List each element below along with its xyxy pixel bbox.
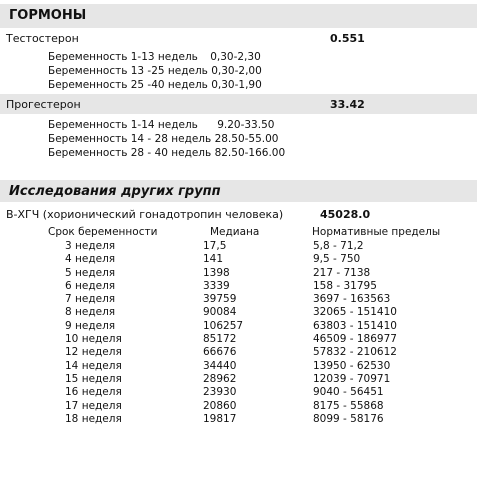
norm-label: Беременность 28 - 40 недель	[48, 147, 212, 159]
cell-median: 106257	[203, 319, 244, 332]
norm-label: Беременность 1-13 недель	[48, 51, 198, 63]
table-row	[0, 373, 435, 386]
cell-median: 23930	[203, 386, 237, 399]
cell-limits: 3697 - 163563	[313, 293, 391, 306]
norm-label: Беременность 14 - 28 недель	[48, 133, 212, 145]
table-row	[0, 400, 435, 413]
column-header-term: Срок беременности	[48, 226, 158, 238]
norm-range: 0,30-2,00	[211, 65, 262, 77]
cell-term: 16 неделя	[65, 386, 122, 399]
cell-term: 5 неделя	[65, 266, 116, 279]
cell-term: 14 неделя	[65, 359, 122, 372]
cell-term: 4 неделя	[65, 253, 116, 266]
hcg-value: 45028.0	[320, 208, 371, 221]
cell-term: 10 неделя	[65, 333, 122, 346]
norm-row	[48, 146, 285, 160]
cell-term: 12 неделя	[65, 346, 122, 359]
cell-term: 8 неделя	[65, 306, 116, 319]
table-row	[0, 386, 435, 399]
table-row	[0, 306, 435, 319]
cell-limits: 46509 - 186977	[313, 333, 397, 346]
cell-median: 90084	[203, 306, 237, 319]
cell-limits: 5,8 - 71,2	[313, 240, 364, 252]
progesterone-value: 33.42	[330, 98, 365, 111]
table-row	[0, 280, 435, 293]
norm-range: 28.50-55.00	[214, 133, 279, 145]
table-row	[0, 413, 435, 426]
hcg-norms-table	[0, 240, 435, 426]
cell-limits: 63803 - 151410	[313, 319, 397, 332]
progesterone-name: Прогестерон	[6, 98, 81, 111]
testosterone-name: Тестостерон	[6, 32, 79, 45]
cell-limits: 217 - 7138	[313, 266, 371, 279]
hormones-title: ГОРМОНЫ	[9, 8, 87, 23]
cell-median: 19817	[203, 412, 237, 425]
norm-row	[48, 78, 262, 92]
table-row	[0, 267, 435, 280]
cell-limits: 9040 - 56451	[313, 386, 384, 399]
column-header-median: Медиана	[210, 226, 260, 238]
cell-limits: 32065 - 151410	[313, 306, 397, 319]
cell-median: 66676	[203, 346, 237, 359]
cell-median: 3339	[203, 279, 230, 292]
hcg-name: B-ХГЧ (хорионический гонадотропин человека)	[6, 208, 284, 221]
column-header-limits: Нормативные пределы	[312, 226, 441, 238]
table-row	[0, 360, 435, 373]
norm-row	[48, 118, 285, 132]
table-row	[0, 253, 435, 266]
progesterone-norms	[48, 118, 285, 160]
other-title: Исследования других групп	[9, 184, 221, 199]
cell-limits: 8175 - 55868	[313, 399, 384, 412]
cell-median: 85172	[203, 333, 237, 346]
testosterone-value: 0.551	[330, 32, 365, 45]
cell-limits: 13950 - 62530	[313, 359, 391, 372]
cell-median: 1398	[203, 266, 230, 279]
cell-median: 20860	[203, 399, 237, 412]
norm-range: 0,30-2,30	[210, 51, 261, 63]
cell-term: 15 неделя	[65, 372, 122, 385]
norm-row	[48, 50, 262, 64]
cell-limits: 12039 - 70971	[313, 372, 391, 385]
cell-limits: 8099 - 58176	[313, 412, 384, 425]
norm-row	[48, 64, 262, 78]
testosterone-norms	[48, 50, 262, 92]
norm-row	[48, 132, 285, 146]
cell-median: 34440	[203, 359, 237, 372]
norm-label: Беременность 13 -25 недель	[48, 65, 208, 77]
cell-term: 7 неделя	[65, 293, 116, 306]
cell-term: 3 неделя	[65, 240, 116, 252]
table-row	[0, 333, 435, 346]
table-row	[0, 346, 435, 359]
table-row	[0, 293, 435, 306]
table-row	[0, 320, 435, 333]
cell-term: 9 неделя	[65, 319, 116, 332]
cell-median: 17,5	[203, 240, 227, 252]
cell-median: 141	[203, 253, 224, 266]
cell-limits: 158 - 31795	[313, 279, 377, 292]
cell-term: 17 неделя	[65, 399, 122, 412]
norm-range: 82.50-166.00	[214, 147, 286, 159]
cell-term: 6 неделя	[65, 279, 116, 292]
cell-median: 39759	[203, 293, 237, 306]
cell-limits: 57832 - 210612	[313, 346, 397, 359]
norm-label: Беременность 25 -40 недель	[48, 79, 208, 91]
cell-term: 18 неделя	[65, 412, 122, 425]
norm-label: Беременность 1-14 недель	[48, 119, 198, 131]
cell-limits: 9,5 - 750	[313, 253, 361, 266]
cell-median: 28962	[203, 372, 237, 385]
table-row	[0, 240, 435, 253]
norm-range: 0,30-1,90	[211, 79, 262, 91]
norm-range: 9.20-33.50	[217, 119, 275, 131]
